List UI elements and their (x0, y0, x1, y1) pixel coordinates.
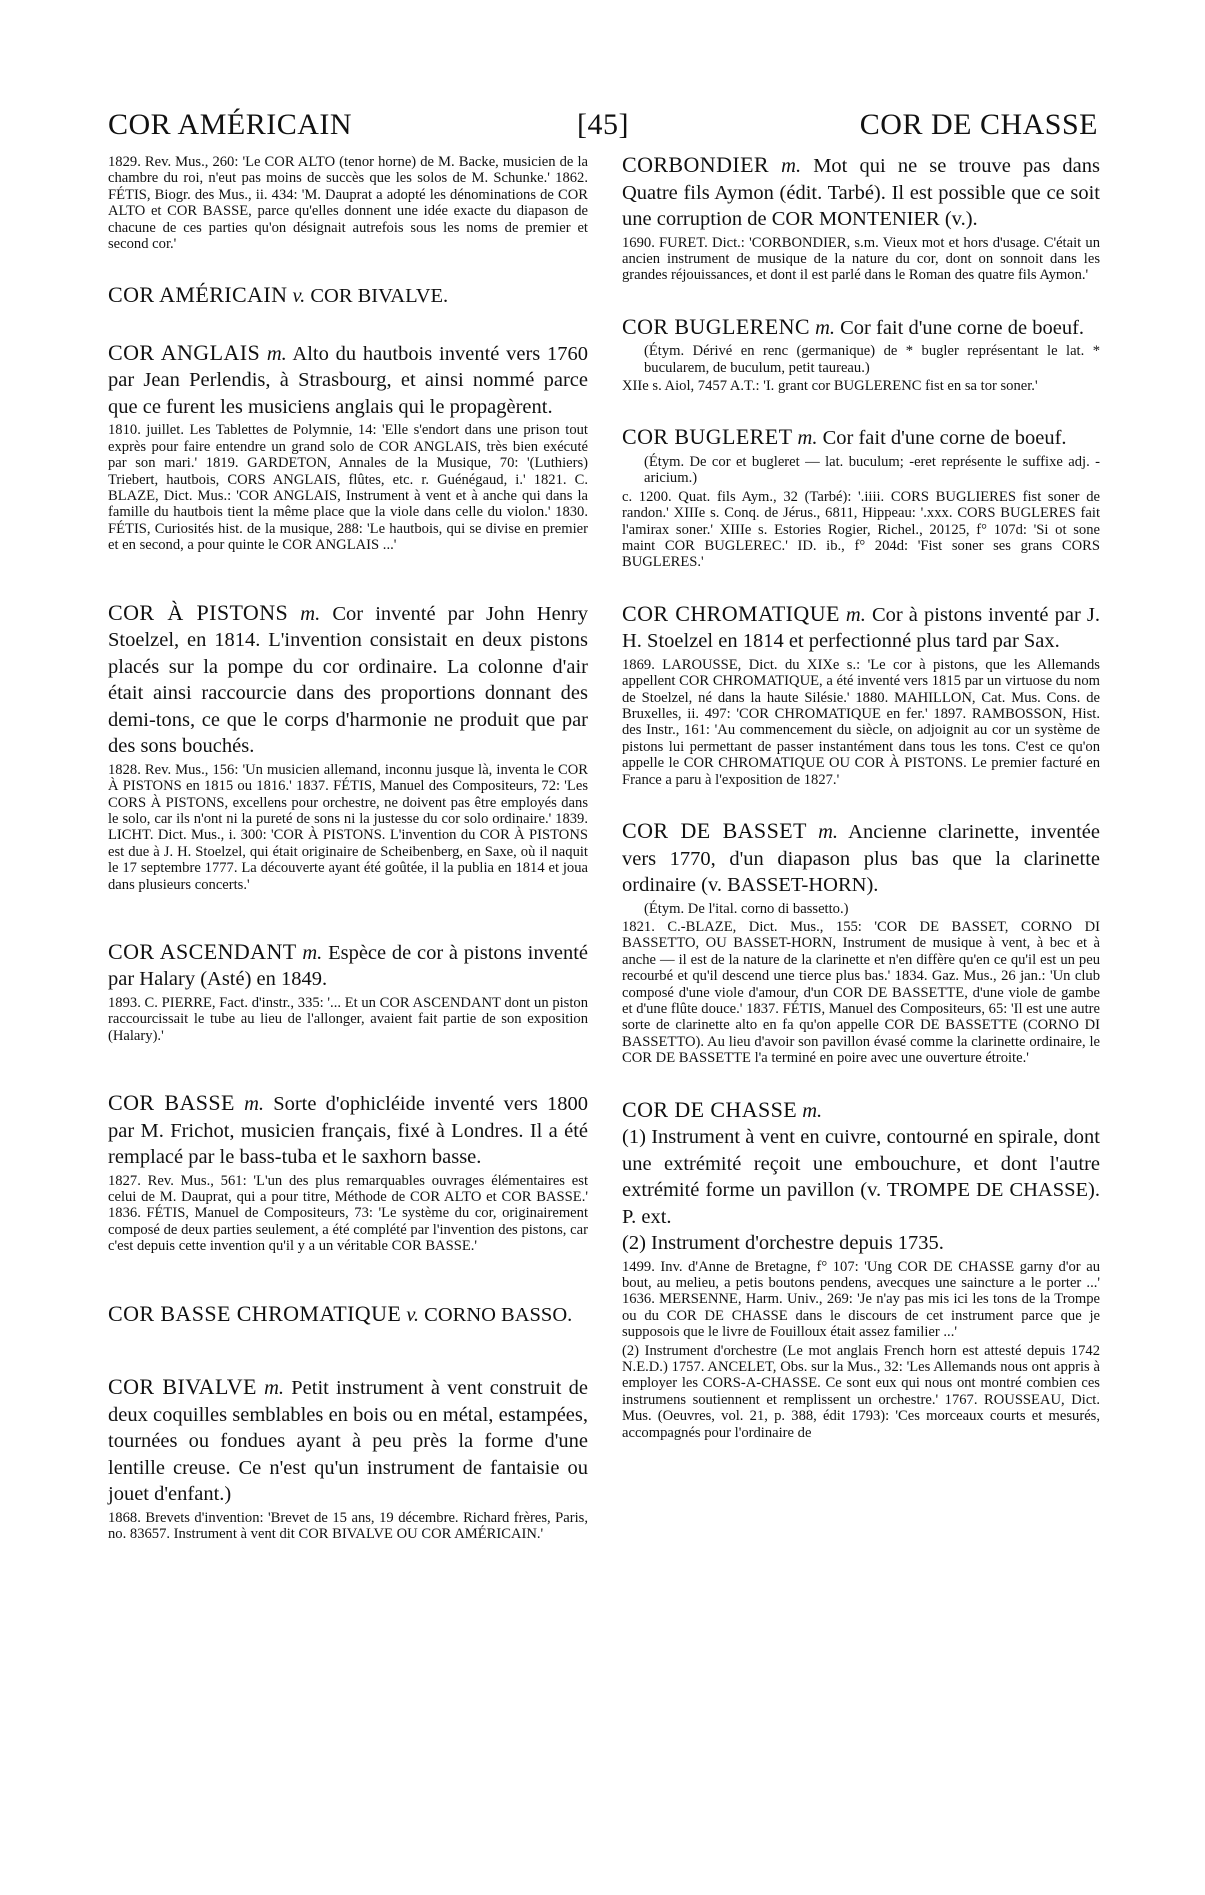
entry-cor-chromatique (622, 601, 1100, 788)
headword: COR BUGLERET (622, 424, 793, 450)
part-of-speech: m. (802, 1099, 823, 1122)
citation: 1829. Rev. Mus., 260: 'Le COR ALTO (tenor horne) de M. Backe, musicien de la chambre du roi, n'eut pas moins de succès que les solos de M. Schunke.' 1862. FÉTIS, Biogr. des Mus., ii. 434: 'M. Dauprat a adopté les dénominations de COR ALTO et COR BASSE, parce qu'elles donnent une idée exacte du diapason de chacune de ces parties qu'on désignait autrefois sous les noms de premier et second cor.' (108, 154, 588, 253)
entry-cor-anglais (108, 340, 588, 554)
entry-cor-americain (108, 282, 588, 310)
part-of-speech: m. (300, 602, 321, 625)
left-column (108, 152, 588, 1549)
entry-cor-ascendant (108, 939, 588, 1044)
citation: 1810. juillet. Les Tablettes de Polymnie, 14: 'Elle s'endort dans une prison tout exprès pour faire entendre un grand solo de COR ANGLAIS, très bien exécuté par son mari.' 1819. GARDETON, Annales de la Musique, 70: '(Luthiers) Triebert, hautbois, CORS ANGLAIS, flûtes, etc. r. Guénégaud, i.' 1821. C. BLAZE, Dict. Mus.: 'COR ANGLAIS, Instrument à vent et à anche qui dans la famille du hautbois tient la même place que la viole dans celle du violon.' 1830. FÉTIS, Curiosités hist. de la musique, 288: 'Le hautbois, qui se divise en premier et en second, a pour quinte le COR ANGLAIS ...' (108, 422, 588, 554)
entry-definition (108, 939, 588, 993)
entry-definition (108, 600, 588, 760)
citation: 1893. C. PIERRE, Fact. d'instr., 335: '... Et un COR ASCENDANT dont un piston raccourcissait le tube au lieu de l'allonger, avaient fait partie de son exposition (Halary).' (108, 994, 588, 1044)
entry-cor-alto-continued (108, 154, 588, 252)
etymology: (Étym. De cor et bugleret — lat. buculum; -eret représente le suffixe adj. -aricium.) (644, 453, 1100, 487)
headword: COR ANGLAIS (108, 339, 261, 365)
page-number: [45] (577, 108, 629, 141)
running-head-right: COR DE CHASSE (859, 108, 1098, 141)
entry-definition (108, 1090, 588, 1171)
entry-definition (108, 1374, 588, 1508)
entry-cor-a-pistons (108, 600, 588, 893)
etymology: (Étym. Dérivé en renc (germanique) de * bugler représentant le lat. * bucularem, de buculum, petit taureau.) (644, 343, 1100, 376)
definition: Sorte d'ophicléide inventé vers 1800 par M. Frichot, musicien français, fixé à Londres. Il a été remplacé par le bass-tuba et le saxhorn basse. (108, 1093, 589, 1169)
citation: 1821. C.-BLAZE, Dict. Mus., 155: 'COR DE BASSET, CORNO DI BASSETTO, OU BASSET-HORN, Instrument de musique à vent, à bec et à anche — il est de la nature de la clarinette et n'en diffère qu'en ce qu'il est un peu recourbé et qu'il descend une tierce plus bas.' 1834. Gaz. Mus., 26 jan.: 'Un club composé d'une viole d'amour, d'un COR DE BASSETTE, d'une viole de gambe et d'une flûte douce.' 1837. FÉTIS, Manuel des Compositeurs, 65: 'Il est une autre sorte de clarinette alto en fa qu'on appelle COR DE BASSETTE (CORNO DI BASSETTO). Au lieu d'avoir son pavillon évasé comme la clarinette ordinaire, le COR DE BASSETTE l'a terminé en poire avec une ouverture étroite.' (622, 918, 1100, 1067)
entry-definition (622, 601, 1100, 655)
part-of-speech: m. (845, 603, 866, 626)
definition: Alto du hautbois inventé vers 1760 par Jean Perlendis, à Strasbourg, et ainsi nommé parce que ce furent les musiciens anglais qui le propagèrent. (108, 342, 588, 418)
part-of-speech: m. (302, 941, 323, 964)
entry-cor-bugleret (622, 424, 1100, 570)
definition: Cor inventé par John Henry Stoelzel, en 1814. L'invention consistait en deux pistons placés sur la pompe du cor ordinaire. La colonne d'air était ainsi raccourcie dans des proportions donnant des demi-tons, ce que le corps d'harmonie ne produit que par des sons bouchés. (108, 602, 589, 758)
headword: COR DE BASSET (622, 818, 807, 844)
entry-cor-basse-chromatique (108, 1301, 588, 1329)
citation: c. 1200. Quat. fils Aym., 32 (Tarbé): '.iiii. CORS BUGLIERES fist soner de randon.' XIIIe s. Conq. de Jérus., 6811, Hippeau: '.xxx. CORS BUGLERES fait l'amirax soner.' XIIIe s. Estories Rogier, Richel., 20125, f° 107d: 'Si ot sone maint COR BUGLEREC.' ID. ib., f° 204d: 'Fist soner ses grans CORS BUGLERES.' (622, 488, 1100, 571)
citation: 1869. LAROUSSE, Dict. du XIXe s.: 'Le cor à pistons, que les Allemands appellent COR CHROMATIQUE, a été inventé vers 1815 par un virtuose du nom de Stoelzel, né dans la haute Silésie.' 1880. MAHILLON, Cat. Mus. Cons. de Bruxelles, ii. 497: 'COR CHROMATIQUE en fer.' 1897. RAMBOSSON, Hist. des Instr., 161: 'Au commencement du siècle, on adjoignit au cor un système de pistons lui permettant de passer instantément dans tous les tons. C'est ce qu'on appelle le COR CHROMATIQUE OU COR À PISTONS. Le premier facturé en France a paru à l'exposition de 1827.' (622, 656, 1100, 788)
citation: 1828. Rev. Mus., 156: 'Un musicien allemand, inconnu jusque là, inventa le COR À PISTONS en 1815 ou 1816.' 1837. FÉTIS, Manuel des Compositeurs, 72: 'Les CORS À PISTONS, excellens pour orchestre, ne doivent pas être employés dans le solo, car ils n'ont ni la pureté de sons ni la justesse du cor solo ordinaire.' 1839. LICHT. Dict. Mus., i. 300: 'COR À PISTONS. L'invention du COR À PISTONS est due à J. H. Stoelzel, qui était originaire de Scheibenberg, en Saxe, où il naquit le 17 septembre 1777. La découverte ayant été goûtée, il la publia en 1814 et joua dans plusieurs concerts.' (108, 761, 588, 893)
definition-sense-1: (1) Instrument à vent en cuivre, contourné en spirale, dont une extrémité reçoit une embouchure, et dont l'autre extrémité forme un pavillon (v. TROMPE DE CHASSE). P. ext. (622, 1126, 1100, 1228)
entry-cor-de-chasse (622, 1097, 1100, 1441)
entry-cor-basse (108, 1090, 588, 1255)
headword: COR AMÉRICAIN (108, 282, 288, 308)
citation: 1868. Brevets d'invention: 'Brevet de 15 ans, 19 décembre. Richard frères, Paris, no. 83657. Instrument à vent dit COR BIVALVE OU COR AMÉRICAIN.' (108, 1509, 588, 1543)
citation: 1690. FURET. Dict.: 'CORBONDIER, s.m. Vieux mot et hors d'usage. C'était un ancien instrument de musique de la nature du cor, dont on sonnoit dans les grandes réjouissances, et dont il est parlé dans le Roman des quatre fils Aymon.' (622, 234, 1100, 284)
headword: COR BUGLERENC (622, 313, 810, 339)
citation: (2) Instrument d'orchestre (Le mot anglais French horn est attesté depuis 1742 N.E.D.) 1757. ANCELET, Obs. sur la Mus., 32: 'Les Allemands nous ont appris à employer les CORS-A-CHASSE. Ce sont eux qui nous ont montré combien ces instrumens soutiennent et remplissent un orchestre.' 1767. ROUSSEAU, Dict. Mus. (Oeuvres, vol. 21, p. 388, édit 1793): 'Ces morceaux courts et mesurés, accompagnés pour l'ordinaire de (622, 1342, 1100, 1441)
headword: CORBONDIER (622, 152, 770, 177)
entry-definition (108, 340, 588, 421)
etymology: (Étym. De l'ital. corno di bassetto.) (644, 900, 849, 917)
headword: COR BIVALVE (108, 1374, 257, 1400)
definition: Cor fait d'une corne de boeuf. (822, 427, 1067, 450)
entry-definition (622, 314, 1100, 342)
part-of-speech: m. (781, 155, 802, 177)
citation: 1827. Rev. Mus., 561: 'L'un des plus remarquables ouvrages élémentaires est celui de M. Dauprat, qui a pour titre, Méthode de COR ALTO et COR BASSE.' 1836. FÉTIS, Manuel de Compositeurs, 73: 'Le système du cor, originairement composé de deux parties seulement, a été complété par l'invention des pistons, car c'est depuis cette invention qu'il y a un véritable COR BASSE.' (108, 1172, 588, 1255)
part-of-speech: v. (292, 285, 306, 308)
headword: COR ASCENDANT (108, 938, 297, 964)
part-of-speech: m. (797, 427, 818, 450)
headword: COR CHROMATIQUE (622, 600, 840, 626)
definition: Cor fait d'une corne de boeuf. (840, 316, 1085, 339)
running-head-left: COR AMÉRICAIN (108, 108, 353, 141)
definition: Mot qui ne se trouve pas dans Quatre fils Aymon (édit. Tarbé). Il est possible que ce soit une corruption de COR MONTENIER (v.). (622, 155, 1100, 230)
part-of-speech: m. (266, 342, 287, 365)
entry-definition (622, 424, 1100, 452)
entry-definition (622, 1097, 1100, 1125)
running-head (108, 108, 1098, 148)
entry-definition (622, 152, 1100, 233)
definition: Espèce de cor à pistons inventé par Halary (Asté) en 1849. (108, 941, 588, 991)
headword: COR BASSE (108, 1090, 235, 1116)
part-of-speech: m. (244, 1093, 264, 1116)
entry-cor-bivalve (108, 1374, 588, 1542)
headword: COR DE CHASSE (622, 1096, 798, 1122)
part-of-speech: m. (264, 1377, 285, 1400)
definition: Cor à pistons inventé par J. H. Stoelzel en 1814 et perfectionné plus tard par Sax. (622, 603, 1100, 653)
part-of-speech: v. (406, 1303, 420, 1326)
definition: COR BIVALVE. (310, 285, 449, 308)
definition: Ancienne clarinette, inventée vers 1770, d'un diapason plus bas que la clarinette ordinaire (v. BASSET-HORN). (622, 821, 1100, 897)
citation: XIIe s. Aiol, 7457 A.T.: 'I. grant cor BUGLERENC fist en sa tor soner.' (622, 378, 1038, 395)
entry-definition (622, 818, 1100, 899)
definition: Petit instrument à vent construit de deux coquilles semblables en bois ou en métal, estampées, tournées ou fondues ayant à peu près la forme d'une lentille creuse. Ce n'est qu'un instrument de fantaisie ou jouet d'enfant.) (108, 1377, 589, 1506)
part-of-speech: m. (818, 821, 839, 844)
entry-cor-buglerenc (622, 314, 1100, 395)
citation: 1499. Inv. d'Anne de Bretagne, f° 107: 'Ung COR DE CHASSE garny d'or au bout, au melieu, a petis boutons pendens, avecques une saincture a le porter ...' 1636. MERSENNE, Harm. Univ., 269: 'Je n'ay pas mis ici les tons de la Trompe ou du COR DE CHASSE dans le discours de cet instrument parce que je supposois que le livre de Fouilloux était assez familier ...' (622, 1258, 1100, 1341)
entry-definition (108, 1301, 588, 1329)
right-column (622, 152, 1100, 1447)
definition: CORNO BASSO. (424, 1303, 573, 1326)
headword: COR À PISTONS (108, 599, 289, 625)
entry-corbondier (622, 152, 1100, 284)
entry-definition (108, 282, 588, 310)
part-of-speech: m. (815, 316, 835, 339)
entry-cor-de-basset (622, 818, 1100, 1067)
definition-sense-2: (2) Instrument d'orchestre depuis 1735. (622, 1232, 944, 1255)
headword: COR BASSE CHROMATIQUE (108, 1300, 402, 1326)
